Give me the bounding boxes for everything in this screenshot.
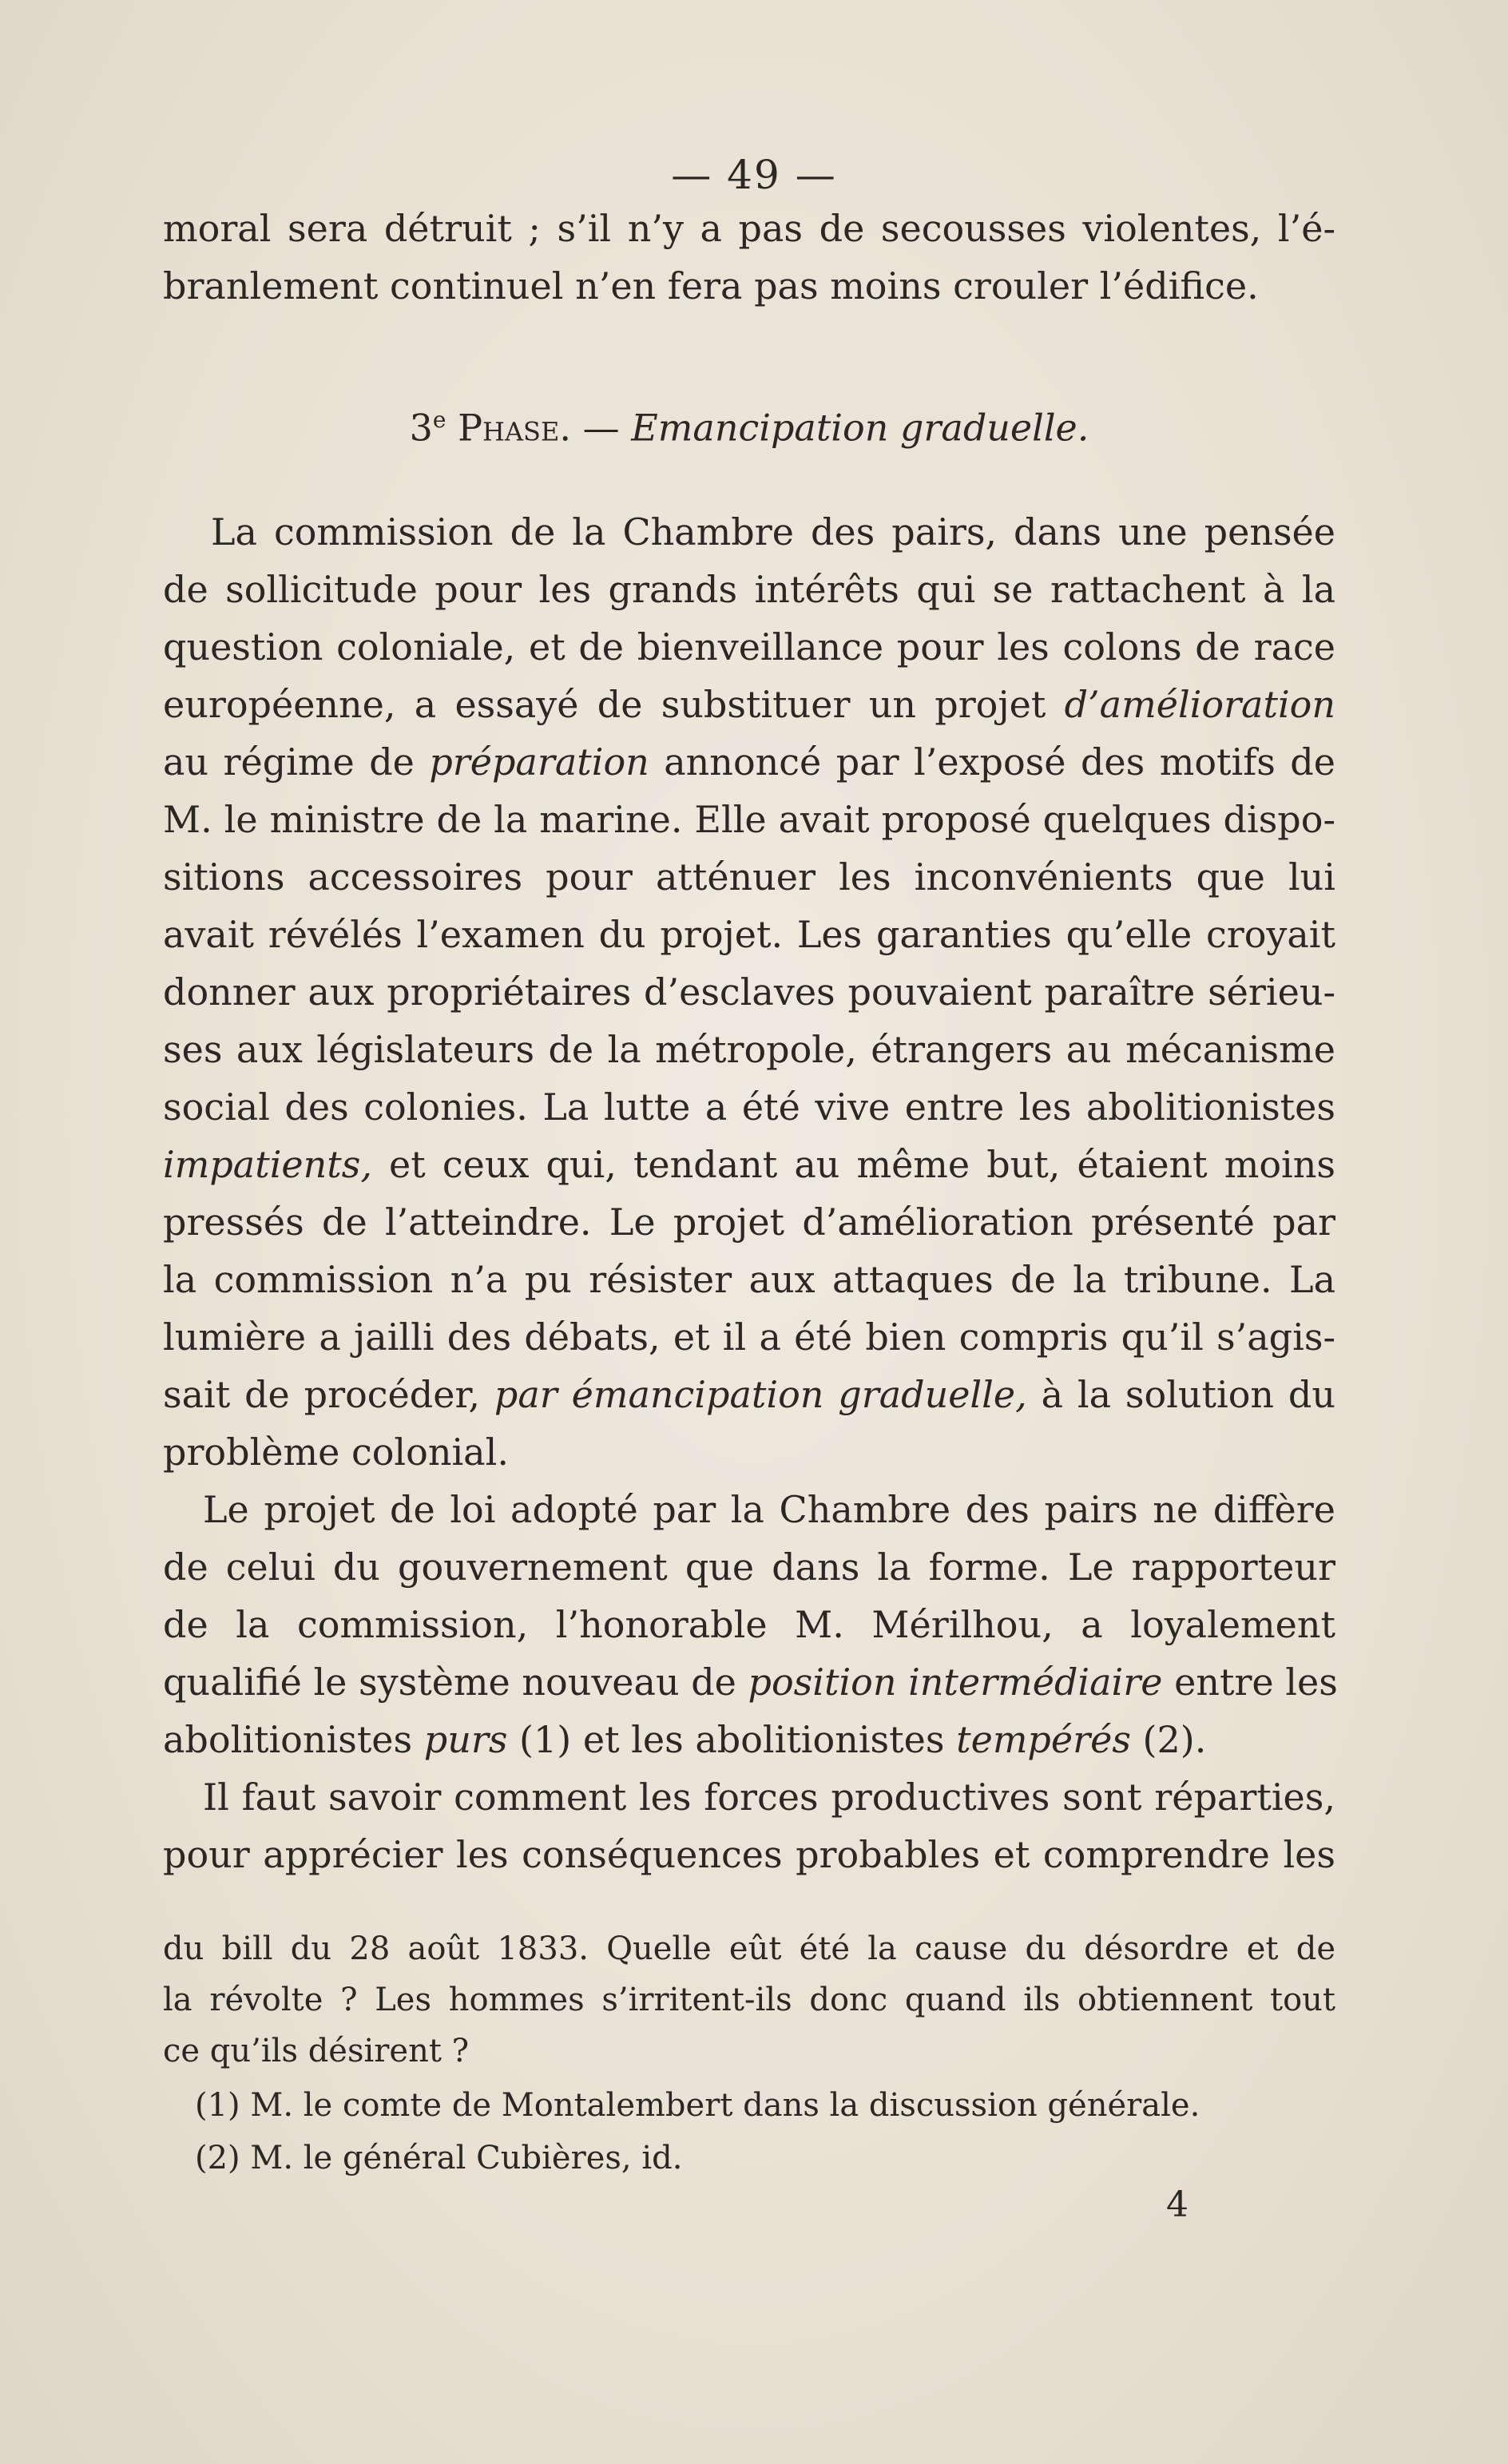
section-heading — [163, 391, 1335, 449]
heading-ordinal: e — [432, 407, 446, 433]
heading-word: Phase. — [458, 406, 571, 450]
text-line: sitions accessoires pour atténuer les inconvénients que lui — [163, 855, 1335, 899]
text-line: donner aux propriétaires d’esclaves pouvaient paraître sérieu- — [163, 970, 1335, 1014]
text-line: M. le ministre de la marine. Elle avait proposé quelques dispo- — [163, 798, 1335, 841]
heading-number: 3 — [409, 406, 433, 450]
text-line: lumière a jailli des débats, et il a été bien compris qu’il s’agis- — [163, 1315, 1335, 1359]
text-line: social des colonies. La lutte a été vive entre les abolitionistes — [163, 1085, 1335, 1129]
footnote-line: ce qu’ils désirent ? — [163, 2033, 470, 2069]
text-line: impatients, et ceux qui, tendant au même but, étaient moins — [163, 1143, 1335, 1186]
footnote-line: la révolte ? Les hommes s’irritent-ils donc quand ils obtiennent tout — [163, 1982, 1335, 2018]
heading-dash: — — [570, 406, 632, 450]
text-line: qualifié le système nouveau de position intermédiaire entre les — [163, 1661, 1338, 1704]
text-line: moral sera détruit ; s’il n’y a pas de secousses violentes, l’é- — [163, 207, 1335, 250]
text-line: Le projet de loi adopté par la Chambre des pairs ne diffère — [203, 1488, 1335, 1531]
heading-title: Emancipation graduelle. — [631, 406, 1089, 450]
text-line: La commission de la Chambre des pairs, dans une pensée — [211, 510, 1335, 554]
signature-mark: 4 — [1166, 2184, 1189, 2225]
footnote-line: (1) M. le comte de Montalembert dans la discussion générale. — [195, 2087, 1200, 2124]
text-line: de sollicitude pour les grands intérêts qui se rattachent à la — [163, 568, 1335, 611]
text-line: de la commission, l’honorable M. Mérilhou, a loyalement — [163, 1603, 1335, 1646]
text-line: au régime de préparation annoncé par l’exposé des motifs de — [163, 740, 1335, 784]
text-line: avait révélés l’examen du projet. Les garanties qu’elle croyait — [163, 913, 1335, 956]
text-line: problème colonial. — [163, 1430, 509, 1474]
text-line: branlement continuel n’en fera pas moins crouler l’édifice. — [163, 264, 1259, 308]
text-line: abolitionistes purs (1) et les abolitionistes tempérés (2). — [163, 1718, 1207, 1761]
footnote-line: (2) M. le général Cubières, id. — [195, 2140, 683, 2176]
text-line: de celui du gouvernement que dans la forme. Le rapporteur — [163, 1545, 1335, 1589]
text-line: ses aux législateurs de la métropole, étrangers au mécanisme — [163, 1028, 1335, 1071]
text-line: la commission n’a pu résister aux attaques de la tribune. La — [163, 1258, 1335, 1301]
page-number: — 49 — — [671, 152, 837, 198]
text-line: sait de procéder, par émancipation graduelle, à la solution du — [163, 1373, 1336, 1416]
text-line: Il faut savoir comment les forces productives sont réparties, — [203, 1776, 1335, 1819]
text-line: pressés de l’atteindre. Le projet d’amélioration présenté par — [163, 1200, 1335, 1244]
text-line: pour apprécier les conséquences probables et comprendre les — [163, 1833, 1335, 1876]
text-line: question coloniale, et de bienveillance pour les colons de race — [163, 625, 1335, 669]
footnote-line: du bill du 28 août 1833. Quelle eût été la cause du désordre et de — [163, 1930, 1335, 1967]
text-line: européenne, a essayé de substituer un projet d’amélioration — [163, 683, 1335, 726]
